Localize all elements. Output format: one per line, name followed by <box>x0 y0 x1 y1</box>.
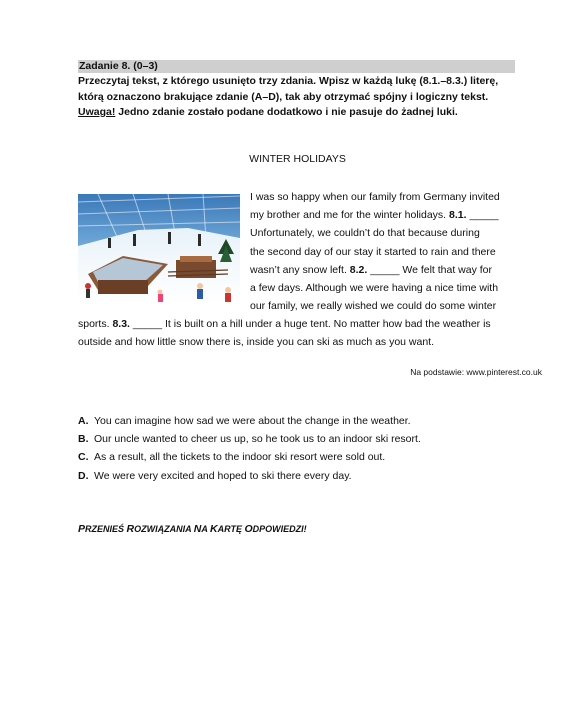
article-line-5 <box>250 261 518 279</box>
gap-8-3-label: 8.3. <box>112 318 130 330</box>
gap-8-3-rest: _____ It is built on a hill under a huge tent. No matter how bad the weather is <box>129 318 491 330</box>
option-b <box>78 430 518 448</box>
article-text-full <box>78 315 522 351</box>
article-line-2 <box>250 206 518 224</box>
footer-word: ARTĘ <box>217 524 245 534</box>
footer-word: DPOWIEDZI! <box>252 524 307 534</box>
article-text-wrapped <box>250 188 518 315</box>
gap-8-2-rest: _____ We felt that way for <box>367 263 493 276</box>
article-line-1: I was so happy when our family from Germany invited <box>250 191 500 203</box>
option-letter: D. <box>78 469 89 482</box>
footer-word: OZWIĄZANIA <box>134 524 194 534</box>
option-text: You can imagine how sad we were about the change in the weather. <box>94 415 411 427</box>
answer-options <box>78 412 518 485</box>
task-header <box>78 60 515 73</box>
option-a <box>78 412 518 430</box>
option-text: As a result, all the tickets to the indoor ski resort were sold out. <box>94 451 386 464</box>
gap-8-1-blank: _____ <box>466 209 499 222</box>
option-d <box>78 467 518 485</box>
warning-label: Uwaga! <box>78 106 116 118</box>
footer-cap: N <box>193 523 202 535</box>
task-label: Zadanie 8. (0–3) <box>79 60 158 72</box>
footer-cap: P <box>78 523 86 535</box>
article-line-5-text: wasn’t any snow left. <box>250 263 350 276</box>
task-instructions <box>78 74 518 121</box>
instructions-line-3 <box>78 105 518 121</box>
transfer-answers-note <box>78 523 307 535</box>
article-line-2-text: my brother and me for the winter holidays. <box>250 209 450 222</box>
article-title: WINTER HOLIDAYS <box>249 153 346 165</box>
source-note: Na podstawie: www.pinterest.co.uk <box>410 367 542 377</box>
article-line-4: the second day of our stay it started to rain and there <box>250 245 496 258</box>
warning-text: Jedno zdanie zostało podane dodatkowo i nie pasuje do żadnej luki. <box>115 106 458 118</box>
instructions-line-1: Przeczytaj tekst, z którego usunięto trzy zdania. Wpisz w każdą lukę (8.1.–8.3.) literę, <box>78 75 499 87</box>
footer-word: RZENIEŚ <box>85 524 127 534</box>
option-c <box>78 448 518 466</box>
indoor-ski-resort-photo <box>78 194 240 302</box>
footer-cap: K <box>210 523 218 535</box>
option-letter: A. <box>78 415 89 427</box>
footer-word: A <box>201 524 211 534</box>
article-line-8 <box>78 315 522 333</box>
article-line-9: outside and how little snow there is, inside you can ski as much as you want. <box>78 336 435 349</box>
article-line-8-text: sports. <box>78 318 113 330</box>
option-text: We were very excited and hoped to ski there every day. <box>94 469 352 482</box>
footer-cap: R <box>126 523 135 535</box>
option-letter: C. <box>78 451 89 464</box>
gap-8-2-label: 8.2. <box>349 263 368 276</box>
gap-8-1-label: 8.1. <box>449 209 467 222</box>
option-text: Our uncle wanted to cheer us up, so he took us to an indoor ski resort. <box>94 433 421 446</box>
footer-cap: O <box>244 523 253 535</box>
instructions-line-2: którą oznaczono brakujące zdanie (A–D), tak aby otrzymać spójny i logiczny tekst. <box>78 90 489 103</box>
article-line-3: Unfortunately, we couldn’t do that because during <box>250 227 480 240</box>
article-line-7: our family, we really wished we could do some winter <box>250 300 497 313</box>
article-line-6: a few days. Although we were having a nice time with <box>250 282 499 295</box>
option-letter: B. <box>78 433 89 446</box>
